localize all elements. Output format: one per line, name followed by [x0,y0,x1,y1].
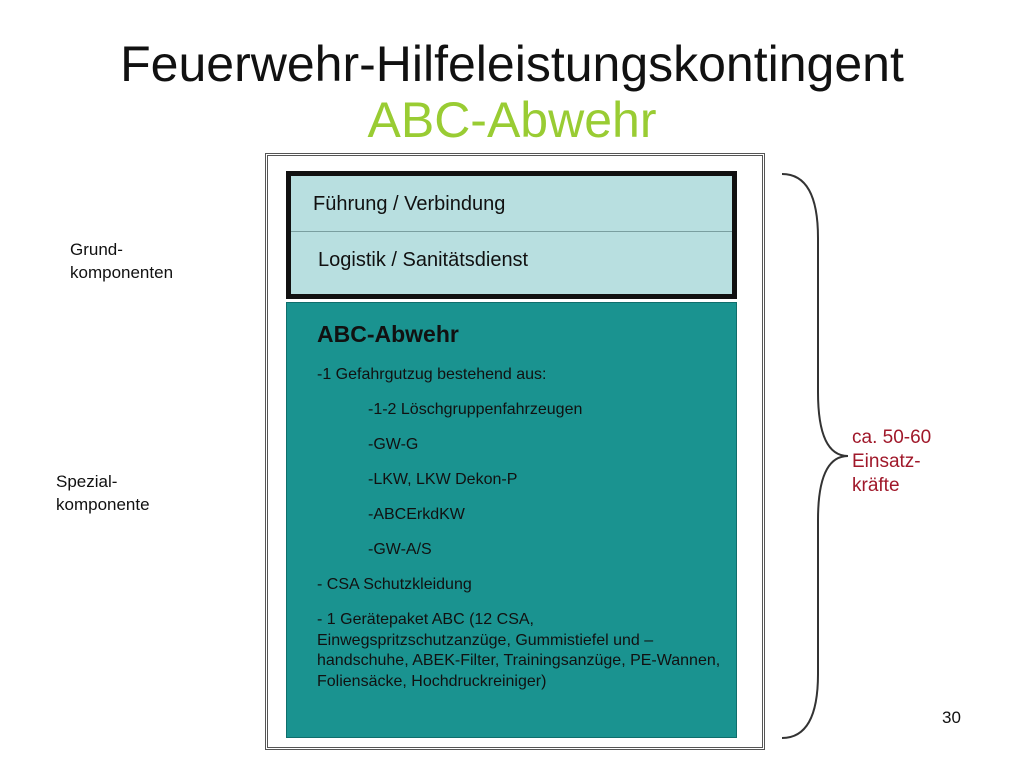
spezialkomponente-box [286,302,737,738]
list-item: -ABCErkdKW [368,506,465,523]
title-subtitle: ABC-Abwehr [367,92,657,148]
list-item: -LKW, LKW Dekon-P [368,471,518,488]
einsatzkraefte-label [852,426,931,498]
curly-brace-icon [780,168,850,744]
grund-label-line1: Grund- [70,240,123,259]
grund-label-line2: komponenten [70,263,174,282]
spezialkomponente-label [56,470,150,516]
title-main: Feuerwehr-Hilfeleistungskontingent [120,36,904,92]
list-item: - 1 Gerätepaket ABC (12 CSA, Einwegspritzschutzanzüge, Gummistiefel und –handschuhe, ABEK-Filter, Trainingsanzüge, PE-Wannen, Foliensäcke, Hochdruckreiniger) [317,611,721,690]
einsatz-line3: kräfte [852,475,900,496]
grundkomponenten-box [286,171,737,299]
spezial-heading: ABC-Abwehr [317,321,459,347]
einsatz-line1: ca. 50-60 [852,427,932,448]
list-item: -GW-G [368,436,419,453]
fuehrung-verbindung-row: Führung / Verbindung [291,176,732,232]
page-number: 30 [942,708,961,727]
logistik-sanitaet-row: Logistik / Sanitätsdienst [318,249,529,271]
grundkomponenten-label [70,238,173,284]
slide-title [0,36,1024,148]
spezial-label-line1: Spezial- [56,472,118,491]
spezial-label-line2: komponente [56,495,150,514]
list-item: -GW-A/S [368,541,432,558]
list-item: -1 Gefahrgutzug bestehend aus: [317,366,547,383]
list-item: -1-2 Löschgruppenfahrzeugen [368,401,583,418]
einsatz-line2: Einsatz- [852,451,921,472]
list-item: - CSA Schutzkleidung [317,576,472,593]
spezial-list [317,365,727,692]
